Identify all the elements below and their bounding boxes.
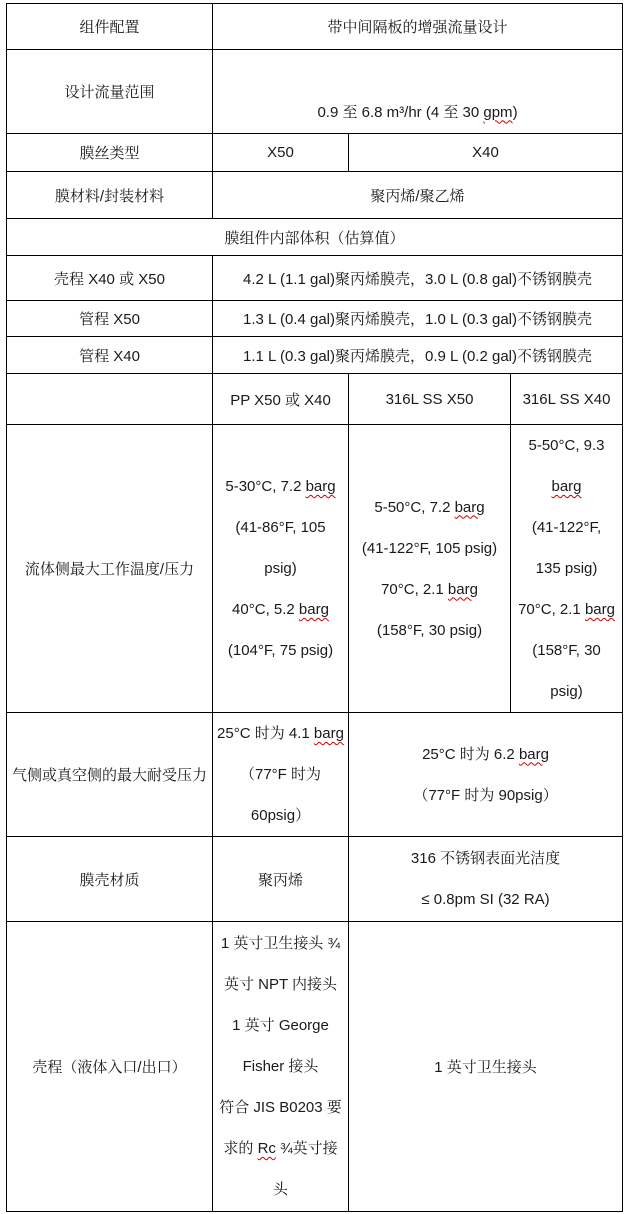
- cell-variant-header-ss-x50: 316L SS X50: [349, 374, 511, 425]
- row-volume-header: [7, 219, 623, 256]
- spec-line: ≤ 0.8pm SI (32 RA): [421, 891, 550, 908]
- row-label-material: 膜材料/封装材料: [7, 172, 213, 219]
- row-shell-ports: [7, 922, 623, 1212]
- cell-fiber-type-x40: X40: [349, 134, 623, 172]
- cell-variant-header-empty: [7, 374, 213, 425]
- spec-line: (158°F, 30: [532, 642, 601, 659]
- row-variant-header: [7, 374, 623, 425]
- spec-line: (104°F, 75 psig): [227, 642, 334, 659]
- spec-line: 符合 JIS B0203 要: [219, 1099, 342, 1116]
- row-tube-volume-x40: [7, 337, 623, 374]
- spec-line: (41-86°F, 105: [235, 519, 326, 536]
- spec-line: （77°F 时为 90psig）: [413, 786, 558, 804]
- spec-line: 316 不锈钢表面光洁度: [410, 850, 561, 867]
- row-label-shell-volume: 壳程 X40 或 X50: [7, 256, 213, 301]
- row-label-fluid-temp-pressure: 流体侧最大工作温度/压力: [7, 425, 213, 713]
- cell-tube-volume-x40-value: 1.1 L (0.3 gal)聚丙烯膜壳，0.9 L (0.2 gal)不锈钢膜壳: [213, 337, 623, 374]
- cell-shell-volume-value: 4.2 L (1.1 gal)聚丙烯膜壳，3.0 L (0.8 gal)不锈钢膜壳: [213, 256, 623, 301]
- spec-line: 25°C 时为 6.2 barg: [422, 745, 549, 763]
- row-label-module-config: 组件配置: [7, 4, 213, 50]
- cell-fluid-temp-pressure-pp: [213, 425, 349, 713]
- spec-line: 1 英寸卫生接头 ¾: [220, 935, 341, 952]
- spec-line: Fisher 接头: [242, 1058, 319, 1075]
- cell-fluid-temp-pressure-ss-x50: [349, 425, 511, 713]
- spec-line: 英寸 NPT 内接头: [223, 976, 338, 993]
- cell-fiber-type-x50: X50: [213, 134, 349, 172]
- row-label-fiber-type: 膜丝类型: [7, 134, 213, 172]
- row-label-tube-volume-x40: 管程 X40: [7, 337, 213, 374]
- spec-line: 5-30°C, 7.2 barg: [225, 478, 336, 495]
- spec-line: [213, 51, 622, 92]
- spec-table: [6, 3, 623, 1212]
- cell-shell-ports-ss: 1 英寸卫生接头: [349, 922, 623, 1212]
- spec-line: 5-50°C, 7.2 barg: [374, 498, 485, 516]
- spec-line: 0.9 至 6.8 m³/hr (4 至 30 gpm): [317, 103, 518, 121]
- page: [0, 3, 627, 1214]
- cell-tube-volume-x50-value: 1.3 L (0.4 gal)聚丙烯膜壳，1.0 L (0.3 gal)不锈钢膜壳: [213, 301, 623, 337]
- row-label-gas-vacuum-pressure: 气侧或真空侧的最大耐受压力: [7, 713, 213, 837]
- spec-line: psig): [550, 683, 583, 700]
- spec-line: 70°C, 2.1 barg: [381, 580, 478, 598]
- spec-line: 40°C, 5.2 barg: [232, 601, 329, 618]
- cell-variant-header-ss-x40: 316L SS X40: [511, 374, 623, 425]
- spec-line: 求的 Rc ¾英寸接: [223, 1140, 338, 1157]
- row-tube-volume-x50: [7, 301, 623, 337]
- spec-line: (41-122°F, 105 psig): [361, 539, 498, 557]
- row-material: [7, 172, 623, 219]
- row-label-design-flow: 设计流量范围: [7, 50, 213, 134]
- cell-design-flow-value: [213, 50, 623, 134]
- spec-line: 头: [272, 1181, 288, 1198]
- row-module-config: [7, 4, 623, 50]
- row-design-flow: [7, 50, 623, 134]
- spec-line: 135 psig): [535, 560, 598, 577]
- cell-gas-vacuum-pressure-pp: [213, 713, 349, 837]
- spec-line: 60psig）: [250, 807, 311, 824]
- cell-shell-ports-pp: [213, 922, 349, 1212]
- cell-variant-header-pp: PP X50 或 X40: [213, 374, 349, 425]
- row-label-shell-ports: 壳程（液体入口/出口）: [7, 922, 213, 1212]
- row-shell-volume: [7, 256, 623, 301]
- spec-line: psig): [264, 560, 297, 577]
- cell-gas-vacuum-pressure-ss: [349, 713, 623, 837]
- row-gas-vacuum-pressure: [7, 713, 623, 837]
- row-label-tube-volume-x50: 管程 X50: [7, 301, 213, 337]
- row-fiber-type: [7, 134, 623, 172]
- cell-housing-material-ss: [349, 837, 623, 922]
- spec-line: 5-50°C, 9.3: [528, 437, 605, 454]
- cell-fluid-temp-pressure-ss-x40: [511, 425, 623, 713]
- row-housing-material: [7, 837, 623, 922]
- row-fluid-temp-pressure: [7, 425, 623, 713]
- spec-line: （77°F 时为: [239, 766, 321, 783]
- cell-material-value: 聚丙烯/聚乙烯: [213, 172, 623, 219]
- cell-volume-header: 膜组件内部体积（估算值）: [7, 219, 623, 256]
- spec-line: 1 英寸 George: [232, 1017, 329, 1034]
- cell-housing-material-pp: 聚丙烯: [213, 837, 349, 922]
- spec-line: (41-122°F,: [531, 519, 602, 536]
- row-label-housing-material: 膜壳材质: [7, 837, 213, 922]
- spec-line: barg: [551, 478, 582, 495]
- cell-module-config-value: 带中间隔板的增强流量设计: [213, 4, 623, 50]
- spec-line: 25°C 时为 4.1 barg: [217, 725, 344, 742]
- spec-line: 70°C, 2.1 barg: [518, 601, 615, 618]
- spec-line: (158°F, 30 psig): [376, 621, 483, 639]
